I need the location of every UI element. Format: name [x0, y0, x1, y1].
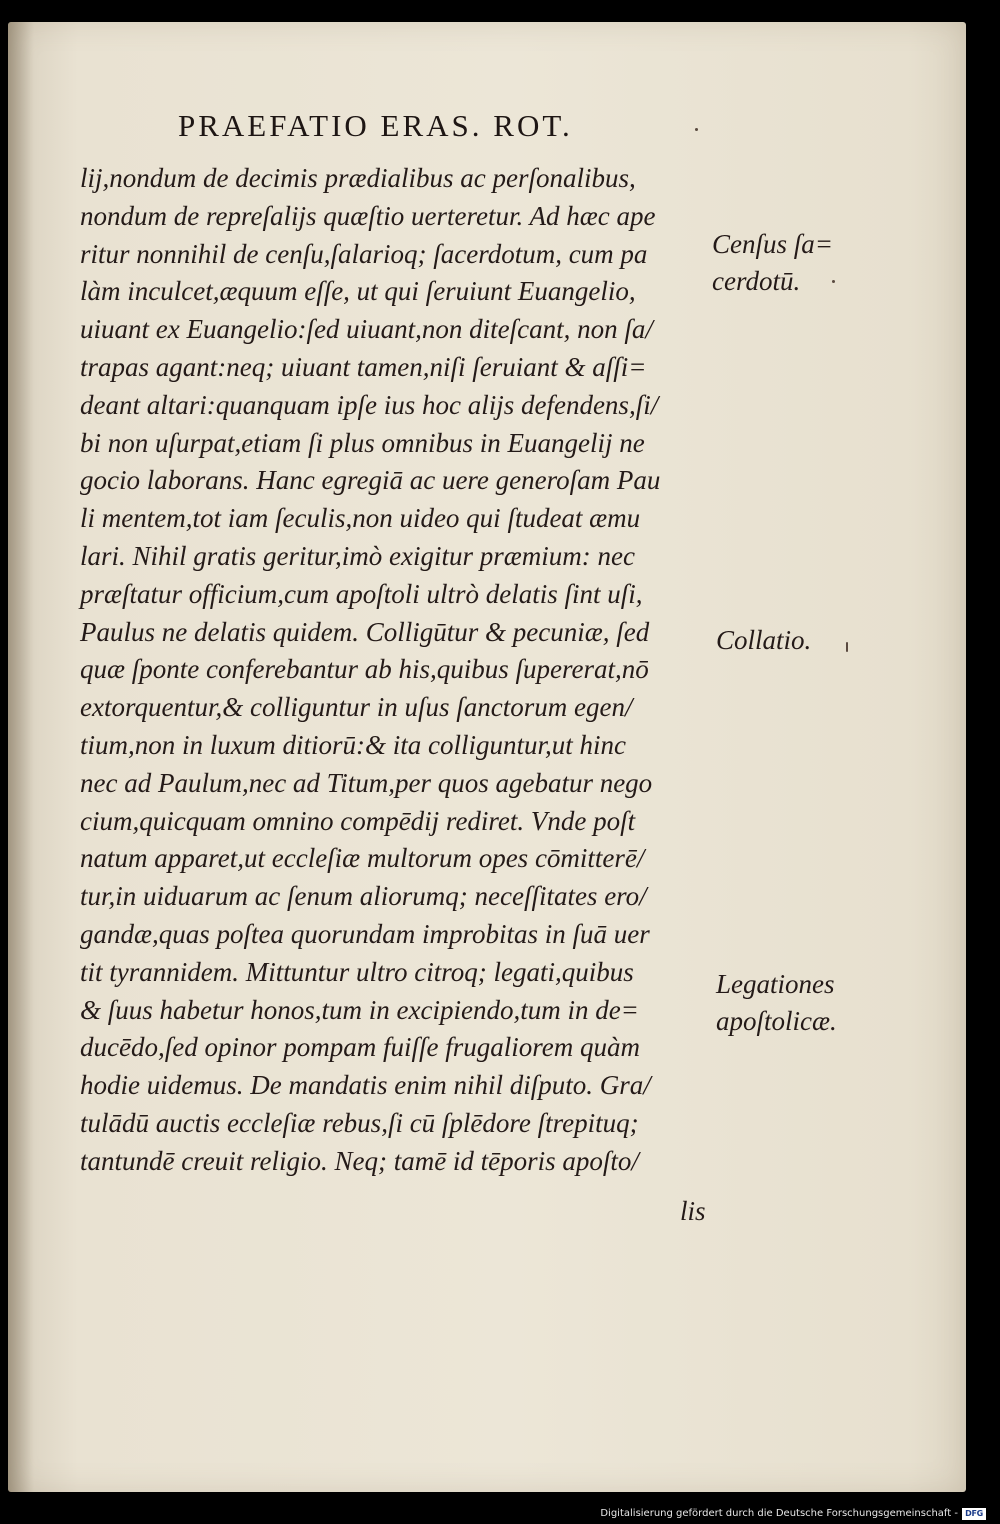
text-line: li mentem,tot iam ſeculis,non uideo qui ſtudeat æmu [80, 503, 641, 534]
margin-note-collatio [716, 622, 811, 659]
text-line: & ſuus habetur honos,tum in excipiendo,tum in de= [80, 994, 639, 1025]
catchword: lis [680, 1196, 706, 1226]
text-line: tantundē creuit religio. Neq; tamē id tēporis apoſto/ [80, 1145, 639, 1176]
text-line: tit tyrannidem. Mittuntur ultro citroq; legati,quibus [80, 956, 634, 987]
text-line: cium,quicquam omnino compēdij rediret. Vnde poſt [80, 805, 636, 836]
text-line: tulādū auctis eccleſiæ rebus,ſi cū ſplēdore ſtrepituq; [80, 1107, 639, 1138]
margin-note-line: Collatio. [716, 625, 812, 655]
text-line: hodie uidemus. De mandatis enim nihil diſputo. Gra/ [80, 1070, 651, 1101]
text-line: bi non uſurpat,etiam ſi plus omnibus in Euangelij ne [80, 427, 645, 458]
text-line: nondum de repreſalijs quæſtio uerteretur. Ad hæc ape [80, 200, 656, 231]
margin-note-legationes [716, 966, 837, 1040]
text-line: tium,non in luxum ditiorū:& ita colliguntur,ut hinc [80, 729, 626, 760]
funding-credit: Digitalisierung gefördert durch die Deutsche Forschungsgemeinschaft - [600, 1508, 958, 1519]
text-line: làm inculcet,æquum eſſe, ut qui ſeruiunt Euangelio, [80, 276, 636, 307]
ink-speck [695, 128, 698, 131]
text-line: deant altari:quanquam ipſe ius hoc alijs defendens,ſi/ [80, 389, 659, 420]
margin-note-line: apoſtolicæ. [716, 1006, 837, 1036]
show-through-ghost [96, 112, 168, 142]
running-head: PRAEFATIO ERAS. ROT. [178, 108, 573, 143]
text-line: nec ad Paulum,nec ad Titum,per quos agebatur nego [80, 767, 653, 798]
text-line: ritur nonnihil de cenſu,ſalarioq; ſacerdotum, cum pa [80, 238, 648, 269]
gutter-shadow [8, 22, 34, 1492]
text-line: uiuant ex Euangelio:ſed uiuant,non diteſcant, non ſa/ [80, 314, 653, 345]
text-line: præſtatur officium,cum apoſtoli ultrò delatis ſint uſi, [80, 578, 643, 609]
margin-note-line: Legationes [716, 969, 835, 999]
margin-note-line: Cenſus ſa= [712, 229, 833, 259]
text-line: quæ ſponte conferebantur ab his,quibus ſupererat,nō [80, 654, 649, 685]
margin-note-census [712, 226, 833, 300]
text-line: ducēdo,ſed opinor pompam fuiſſe frugaliorem quàm [80, 1032, 640, 1063]
text-line: natum apparet,ut eccleſiæ multorum opes cōmitterē/ [80, 843, 645, 874]
text-line: tur,in uiduarum ac ſenum aliorumq; neceſſitates ero/ [80, 881, 647, 912]
margin-note-line: cerdotū. [712, 266, 801, 296]
text-line: trapas agant:neq; uiuant tamen,niſi ſeruiant & aſſi= [80, 351, 647, 382]
dfg-logo: DFG [962, 1508, 986, 1520]
text-line: gocio laborans. Hanc egregiā ac uere generoſam Pau [80, 465, 661, 496]
body-text [80, 160, 700, 1181]
text-line: lari. Nihil gratis geritur,imò exigitur præmium: nec [80, 540, 636, 571]
ink-speck [832, 280, 835, 283]
text-line: extorquentur,& colliguntur in uſus ſanctorum egen/ [80, 692, 633, 723]
text-line: Paulus ne delatis quidem. Colligūtur & pecuniæ, ſed [80, 616, 650, 647]
text-line: gandæ,quas poſtea quorundam improbitas in ſuā uer [80, 918, 650, 949]
ink-speck [846, 642, 848, 652]
text-line: lij,nondum de decimis prædialibus ac perſonalibus, [80, 163, 636, 193]
